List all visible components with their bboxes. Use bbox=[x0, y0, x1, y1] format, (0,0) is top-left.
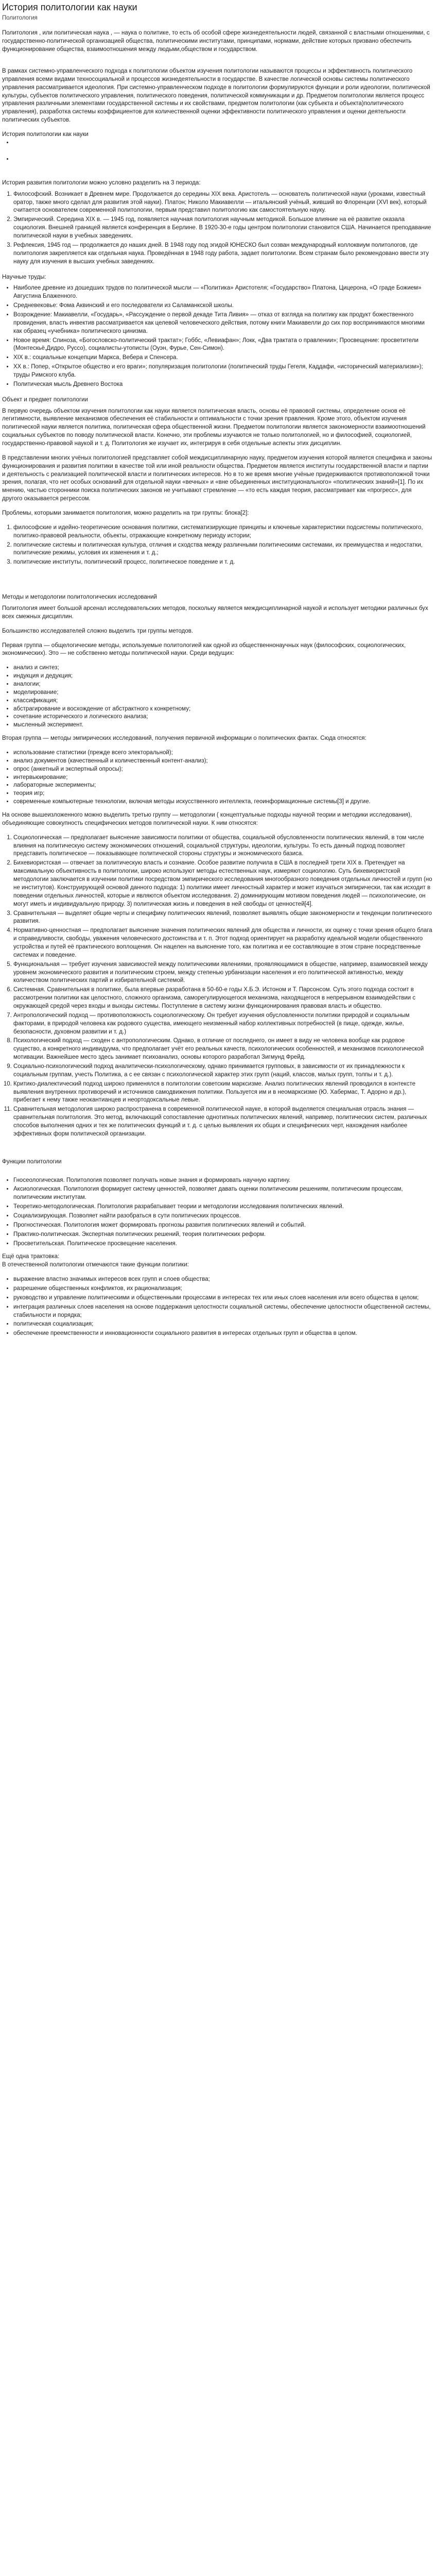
list-item: • лабораторные эксперименты; bbox=[13, 782, 433, 790]
list-item: • Средневековье: Фома Аквинский и его последователи из Саламанкской школы. bbox=[13, 302, 433, 310]
methods1-list bbox=[2, 664, 433, 730]
methods-paragraph: Первая группа — общелогические методы, используемые политологией как одной из общественнонаучных наук (философских, социологических, экономических). Это — не собственно методы политической науки. Среди ведущих: bbox=[2, 642, 406, 657]
list-item: • опрос (анкетный и экспертный опросы); bbox=[13, 766, 433, 774]
list-item: 7. Антропологический подход — противоположность социологическому. Он требует изучения обусловленности политики природой и социальным факторами, в природой человека как родового существа, имеющего неизменный набор коллективных потребностей (в пище, одежде, жилье, безопасности, духовном развитии и т. д.) bbox=[13, 1012, 433, 1037]
list-item: 4. Нормативно-ценностная — предполагает выяснение значения политических явлений для общества и личности, их оценку с точки зрения общего блага и справедливости, свободы, уважения человеческого достоинства и т. п. Этот подход ориентирует на разработку идеальной модели общественного устройства и путей её практического воплощения. Он нацелен на выяснение того, как политика и ее составляющие в этом стране посредственные системах и поведение. bbox=[13, 927, 433, 959]
list-item: • Практико-политическая. Экспертная политических решений, теория политических реформ. bbox=[13, 1231, 433, 1239]
other-functions-list bbox=[2, 1276, 433, 1338]
list-item: 9. Социально-психологический подход аналитически-психологическому, однако принимается групповых, в зависимости от их принадлежности к социальным группам, учесть Политика, а с ее связан с психологической характер этих групп (наций, классов, малых групп, толпы и т. д.). bbox=[13, 1063, 433, 1079]
list-item: 1. Социологическая — предполагает выяснение зависимости политики от общества, социальной обусловленности политических явлений, в том числе влияния на политическую систему экономических отношений, социальной структуры, идеологии, культуры. То есть данный подход позволяет представить политическое — показывающее политической стороны структуры и экономического базиса. bbox=[13, 834, 433, 859]
works-list bbox=[2, 284, 433, 388]
methods2-intro: Вторая группа — методы эмпирических исследований, получения первичной информации о политических фактах. Сюда относятся: bbox=[2, 735, 367, 742]
object-paragraph: В первую очередь объектом изучения политологии как науки является политическая власть, основы её правовой системы, определение основ её легитимности, выявление механизмов обеспечения её стабильности и оптимальности с точки зрения правления. Кроме этого, объектом изучения политической науки является политика, политическая сфера общественной жизни. Предметом политологии является закономерности взаимоотношений социальных субъектов по поводу политической власти. Конечно, эти проблемы изучаются не только политологией, но и философией, социологией, государственно-правовой наукой и т. д. Политология же изучает их, интегрируя в себя отдельные аспекты этих дисциплин. bbox=[2, 408, 426, 447]
list-item: • теория игр; bbox=[13, 790, 433, 798]
list-item: • политическая социализация; bbox=[13, 1320, 433, 1329]
problems-list bbox=[2, 524, 433, 567]
list-item: • Теоретико-методологическая. Политология разрабатывает теории и методологии исследования политических явлений. bbox=[13, 1203, 433, 1211]
periods-label: История развития политологии можно условно разделить на 3 периода: bbox=[2, 179, 201, 186]
list-item: 11. Сравнительная методология широко распространена в современной политической науке, в которой выделяется специальная отрасль знания — сравнительная политология. Это метод, включающий сопоставление однотипных политических явлений, например, политических систем, различных способов выполнения одних и тех же политических функций и т. д. с целью выявления их общих и специфических черт, нахождения наиболее эффективных форм политической организации. bbox=[13, 1106, 433, 1138]
list-item: • Просветительская. Политическое просвещение населения. bbox=[13, 1240, 433, 1248]
list-item: • Новое время: Спиноза, «Богословско-политический трактат»; Гоббс, «Левиафан»; Локк, «Два трактата о правлении»; Просвещение: просветители (Монтескьё,Дидро, Руссо), социалисты-утописты (Оуэн, Фурье, Сен-Симон). bbox=[13, 337, 433, 353]
methods-paragraph: Большинство исследователей сложно выделить три группы методов. bbox=[2, 628, 194, 634]
methods3-intro: На основе вышеизложенного можно выделить третью группу — методологии ( концептуальные подходы научной теории и методики исследования), объединяющие совокупность специфических методов политической науки. К ним относятся: bbox=[2, 812, 412, 826]
list-item: • мысленный эксперимент. bbox=[13, 721, 433, 730]
works-label: Научные труды: bbox=[2, 274, 46, 280]
list-item: • сочетание исторического и логического анализа; bbox=[13, 713, 433, 721]
list-item: • Наиболее древние из дошедших трудов по политической мысли — «Политика» Аристотеля; «Государство» Платона, Цицерона, «О граде Божием» Августина Блаженного. bbox=[13, 284, 433, 301]
breadcrumb[interactable]: Политология bbox=[2, 14, 38, 21]
list-item: 2. политические системы и политическая культура, отличия и сходства между различными политическими системами, их преимущества и недостатки, политические режимы, условия их изменения и т. д.; bbox=[13, 541, 433, 558]
list-item: 1. Философский. Возникает в Древнем мире. Продолжается до середины XIX века. Аристотель — основатель политической науки (уроками, известный оратор, также много сделал для развития этой науки). Платон; Николо Макиавелли — итальянский учёный, живший во Флоренции (XVI век), который считается основателем современной политологии, первым представил политологию как самостоятельную науку. bbox=[13, 191, 433, 215]
list-item: 5. Функциональная — требует изучения зависимостей между политическими явлениями, проявляющимися в обществе, например, взаимосвязей между уровнем экономического развития и политическим строем, между степенью урбанизации населения и его политической активностью, между количеством политических партий и избирательной системой. bbox=[13, 961, 433, 986]
list-item: • моделирование; bbox=[13, 689, 433, 697]
methods-paragraph: Политология имеет большой арсенал исследовательских методов, поскольку является междисциплинарной наукой и использует методики различных бух всех смежных дисциплин. bbox=[2, 605, 428, 620]
functions-list bbox=[2, 1177, 433, 1248]
list-item: • Прогностическая. Политология может формировать прогнозы развития политических явлений и событий. bbox=[13, 1222, 433, 1230]
list-item: • классификация; bbox=[13, 697, 433, 705]
page-title: История политологии как науки bbox=[2, 2, 137, 12]
list-item: • XX в.: Попер, «Открытое общество и его враги»; популяризация политологии (политический труды Гегеля, Каддафи, «исторический материализм»); труды Римского клуба. bbox=[13, 363, 433, 380]
list-item: • Гносеологическая. Политология позволяет получать новые знания и формировать научную картину. bbox=[13, 1177, 433, 1185]
section-heading-object: Объект и предмет политологии bbox=[2, 396, 88, 403]
list-item: 8. Психологический подход — сходен с антропологическим. Однако, в отличие от последнего, он имеет в виду не человека вообще как родовое существо, а конкретного индивидуума, что предполагает учёт его реальных качеств, психологических особенностей, и механизмов психологической мотивации. Важнейшее место здесь занимает психоанализ, основы которого разработал Зигмунд Фрейд. bbox=[13, 1037, 433, 1062]
object-paragraph: Проблемы, которыми занимается политология, можно разделить на три группы: блока[2]: bbox=[2, 510, 249, 516]
list-item: • анализ и синтез; bbox=[13, 664, 433, 672]
list-item bbox=[13, 139, 433, 155]
empty-list bbox=[2, 139, 433, 171]
list-item: • аналогии; bbox=[13, 681, 433, 689]
list-item: • Возрождение: Макиавелли, «Государь», «Рассуждение о первой декаде Тита Ливия» — отказ от взгляда на политику как продукт божественного провидения, власть инвектив рассматривается как целевой человеческого действия, потому книги Макиавелли до сих пор воспринимаются многими как образец «учебника» политического цинизма. bbox=[13, 311, 433, 336]
list-item: • интервьюирование; bbox=[13, 774, 433, 782]
list-item: • обеспечение преемственности и инновационности социального развития в интересах отдельных групп и общества в целом. bbox=[13, 1330, 433, 1338]
systemic-paragraph: В рамках системно-управленческого подхода к политологии объектом изучения политологии называются процессы и эффективность политического управления всеми видами техносоциальной и процессов жизнедеятельности в государстве. В качестве логической основы системы политического управления рассматривается идеология. При системно-управленческом подходе в политологии формулируются функции и роли идеологии, политической культуры, субъектов политического управления, политического поведения, политической коммуникации и др. Предметом политологии является процесс управления различными элементами государственной системы и их свойствами, предметом политологии (как субъекта и объекта)политического управления), разработка системы коэффициентов для количественной оценки эффективности политического управления и оценки деятельности политических субъектов. bbox=[2, 68, 430, 124]
other-intro: В отечественной политологии отмечаются такие функции политики: bbox=[2, 1262, 189, 1268]
list-item: • современные компьютерные технологии, включая методы искусственного интеллекта, геоинформационные системы[3] и другие. bbox=[13, 798, 433, 806]
periods-list bbox=[2, 191, 433, 266]
list-item: • Социализирующая. Позволяет найти разобраться в сути политических процессов. bbox=[13, 1212, 433, 1221]
list-item: • анализ документов (качественный и количественный контент-анализ); bbox=[13, 757, 433, 766]
list-item: 6. Системная. Сравнительная в политике, была впервые разработана в 50-60-е годы Х.Б.Э. Истоном и Т. Парсонсом. Суть этого подхода состоит в рассмотрении политики как целостного, сложного организма, саморегулирующегося механизма, находящегося в непрерывном взаимодействии с окружающей средой через входы и выходы системы. Поступление в систему жизни функционирования правовая власть и общество. bbox=[13, 986, 433, 1011]
list-item: 1. философские и идейно-теоретические основания политики, систематизирующие принципы и ключевые характеристики подсистемы политического, политико-правовой реальности, объекты, отражающие конкретному периоду истории; bbox=[13, 524, 433, 540]
list-item: 2. Бихевиористская — отвечает за политическую власть и сознание. Особое развитие получила в США в последней трети XIX в. Претендует на максимальную объективность в политологии, широко используют методы естественных наук, измеряют социологию. Суть бихевиористской методологии заключается в изучении политики посредством эмпирического исследования многообразного поведения отдельных личностей и групп (но не институтов). Конструирующей основой данного подхода: 1) политики имеет личностный характер и может изучаться эмпирически, так как исходит в поведении отдельных личностей, которые и являются объектом исследования. 2) доминирующим мотивом поведения людей — психологические, он могут иметь и индивидуальную природу. 3) политическая жизнь и поведения в ней свободы от ценностей[4]. bbox=[13, 859, 433, 908]
methods3-list bbox=[2, 834, 433, 1139]
list-item: • выражение властно значимых интересов всех групп и слоев общества; bbox=[13, 1276, 433, 1284]
section-heading-functions: Функции политологии bbox=[2, 1158, 62, 1165]
list-item: • Аксиологическая. Политология формирует систему ценностей, позволяет давать оценки политическим решениям, политическим процессам, политическим институтам. bbox=[13, 1185, 433, 1202]
list-item: • Политическая мысль Древнего Востока bbox=[13, 381, 433, 389]
list-item: • XIX в.: социальные концепции Маркса, Вебера и Спенсера. bbox=[13, 354, 433, 362]
list-item: • руководство и управление политическими и общественными процессами в интересах тех или иных слоев населения или всего общества в целом; bbox=[13, 1294, 433, 1302]
list-item: 10. Критико-диалектический подход широко применялся в политологии советским марксизме. Анализ политических явлений проводился в контексте выявления внутренних противоречий и источников самодвижения политики. Пользуется им и в неомарксизме (Ю. Хабермас, Т. Адорно и др.), прибегает к нему также неокантианцев и неортодоксальные левые. bbox=[13, 1080, 433, 1105]
list-item: 3. политические институты, политический процесс, политическое поведение и т. д. bbox=[13, 558, 433, 567]
section-heading-methods: Методы и методологии политологических исследований bbox=[2, 594, 157, 601]
list-item: 3. Сравнительная — выделяет общие черты и специфику политических явлений, позволяет выявлять общие закономерности и тенденции политического развития. bbox=[13, 910, 433, 926]
methods2-list bbox=[2, 749, 433, 806]
intro-paragraph: Политология , или политическая наука , — наука о политике, то есть об особой сфере жизнедеятельности людей, связанной с властными отношениями, с государственно-политической организацией общества, политическими институтами, принципами, нормами, действие которых призвано обеспечить функционирование общества, взаимоотношения между людьми,обществом и государством. bbox=[2, 30, 430, 53]
list-item: 2. Эмпирический. Середина XIX в. — 1945 год, появляется научная политология научным методикой. Большое влияние на её развитие оказала социология. Внешней границей является конференция в Берлине. В 1920-30-е годы центром политологии становится США. Начинается преподавание политической науки в учебных заведениях. bbox=[13, 216, 433, 241]
list-item: • использование статистики (прежде всего электоральной); bbox=[13, 749, 433, 757]
list-item: • индукция и дедукция; bbox=[13, 672, 433, 681]
list-item: • абстрагирование и восхождение от абстрактного к конкретному; bbox=[13, 705, 433, 714]
other-label: Ещё одна трактовка: bbox=[2, 1253, 60, 1260]
section-heading-history: История политологии как науки bbox=[2, 131, 89, 138]
list-item bbox=[13, 156, 433, 171]
list-item: • разрешение общественных конфликтов, их рационализация; bbox=[13, 1285, 433, 1293]
object-paragraph: В представлении многих учёных политологией представляет собой междисциплинарную науку, предметом изучения которой является специфика и законы функционирования и развития политики в качестве той или иной реальности общества. Предметом является институты государственной власти и партии и деятельность с реализацией политической власти и политических интересов. Но в то же время многие учёные придерживаются противоположной точки зрения, полагая, что нет особых оснований для отдельной науки «вечных» и «вне объединенных институционального» «политических знаний»[1]. По их мнению, частью сторонники поиска политических законов не учитывают стремление — «то есть каждая теория, рассматривает как «прогресс», для другого оказывается регрессом. bbox=[2, 454, 432, 502]
list-item: • интеграция различных слоев населения на основе поддержания целостности социальной системы, обеспечение целостности общественной системы, стабильности и порядка; bbox=[13, 1303, 433, 1320]
list-item: 3. Рефлексия, 1945 год — продолжается до наших дней. В 1948 году под эгидой ЮНЕСКО был созван международный коллоквиум политологов, где политология закрепляется как отдельная наука. Проведённая в 1948 году работа, задает политологии. Всем странам было рекомендовано ввести эту науку для изучения в высших учебных заведениях. bbox=[13, 242, 433, 266]
